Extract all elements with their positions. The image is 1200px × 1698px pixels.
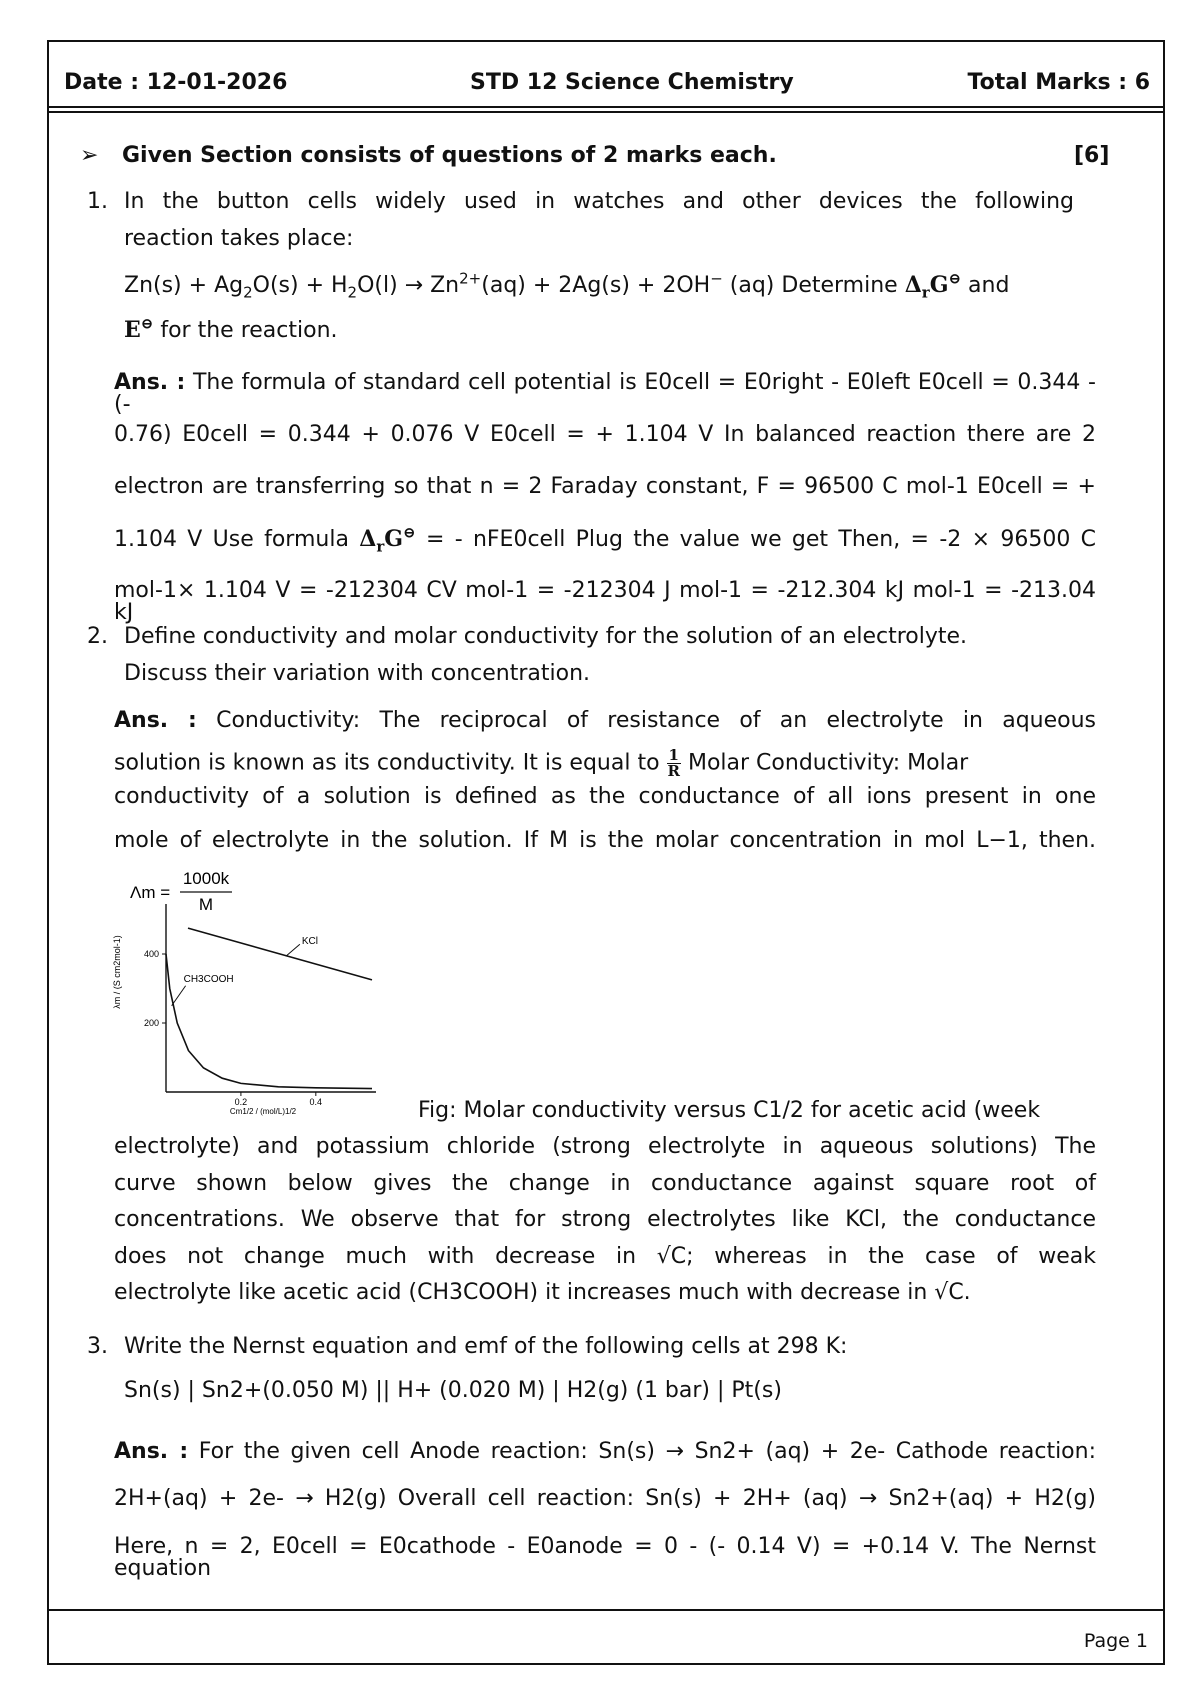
series-line-kcl [188, 928, 372, 980]
a2-line-8: concentrations. We observe that for strong electrolytes like KCl, the conductance [114, 1207, 1096, 1232]
molar-conductivity-chart [108, 862, 408, 1124]
q3-cell-notation: Sn(s) | Sn2+(0.050 M) || H+ (0.020 M) | H2(g) (1 bar) | Pt(s) [124, 1378, 782, 1403]
a3-line-1: Ans. : For the given cell Anode reaction: Sn(s) → Sn2+ (aq) + 2e- Cathode reaction: [114, 1439, 1096, 1464]
a2-line-1: Ans. : Conductivity: The reciprocal of resistance of an electrolyte in aqueous [114, 708, 1096, 733]
a3-line-3: Here, n = 2, E0cell = E0cathode - E0anode = 0 - (- 0.14 V) = +0.14 V. The Nernst equation [114, 1534, 1096, 1581]
page-number: Page 1 [1083, 1630, 1148, 1652]
q1-equation: $Zn(s) + Ag_2O(s) + H_2O(l) \to Zn^{2+}(aq) + 2Ag(s) + 2OH^-$ (aq) Determine $\Delta_rG^⊖$ and [124, 269, 1010, 302]
q2-number: 2. [87, 624, 108, 649]
chart-formula-denominator: M [198, 895, 214, 914]
chart-y-tick-label: 400 [143, 949, 159, 959]
q2-line-1: Define conductivity and molar conductivity for the solution of an electrolyte. [124, 624, 968, 649]
header [60, 70, 1150, 106]
header-rule-top [49, 106, 1163, 108]
a1-line-2: 0.76) E0cell = 0.344 + 0.076 V E0cell = + 1.104 V In balanced reaction there are 2 [114, 422, 1096, 447]
q1-line-2: reaction takes place: [124, 226, 354, 251]
chart-formula-numerator: 1000k [182, 869, 230, 888]
q2-line-2: Discuss their variation with concentration. [124, 661, 591, 686]
a1-line-3: electron are transferring so that n = 2 Faraday constant, F = 96500 C mol-1 E0cell = + [114, 474, 1096, 499]
a1-line-1: Ans. : The formula of standard cell potential is E0cell = E0right - E0left E0cell = 0.344 - (- [114, 370, 1096, 417]
q3-number: 3. [87, 1334, 108, 1359]
chart-ticks [144, 949, 322, 1107]
a2-line-4: mole of electrolyte in the solution. If M is the molar concentration in mol L−1, then. [114, 828, 1096, 853]
a1-line-5: mol-1× 1.104 V = -212304 CV mol-1 = -212304 J mol-1 = -212.304 kJ mol-1 = -213.04 kJ [114, 578, 1096, 625]
chart-series [166, 928, 372, 1088]
q1-line-1: In the button cells widely used in watches and other devices the following [124, 189, 1074, 214]
a2-line-2: solution is known as its conductivity. It is equal to $\frac{1}{R}$ Molar Conductivity: Molar [114, 746, 969, 780]
series-label-kcl: KCl [301, 936, 318, 948]
a1-line-4: 1.104 V Use formula $\Delta_rG^⊖$ = - nFE0cell Plug the value we get Then, = -2 × 96500 C [114, 523, 1096, 556]
header-rule-bottom [49, 111, 1163, 113]
a2-line-7: curve shown below gives the change in conductance against square root of [114, 1171, 1096, 1196]
series-label-leader-ch3cooh [172, 986, 186, 1006]
series-label-ch3cooh: CH3COOH [183, 973, 234, 985]
q3-line-1: Write the Nernst equation and emf of the following cells at 298 K: [124, 1334, 848, 1359]
q1-line-4: E⊖ for the reaction. [124, 314, 338, 343]
footer-rule [49, 1609, 1163, 1611]
section-arrow-icon: ➢ [80, 143, 99, 168]
chart-y-tick-label: 200 [143, 1018, 159, 1028]
chart-formula-lhs: Λm = [130, 883, 171, 902]
chart-x-tick-label: 0.4 [309, 1097, 323, 1107]
series-label-leader-kcl [286, 944, 300, 956]
chart-x-label: Cm1/2 / (mol/L)1/2 [229, 1107, 297, 1116]
chart-y-label: λm / (S cm2mol-1) [112, 935, 122, 1009]
section-title: Given Section consists of questions of 2 marks each. [122, 143, 777, 168]
a2-line-10: electrolyte like acetic acid (CH3COOH) it increases much with decrease in √C. [114, 1280, 971, 1305]
a2-line-9: does not change much with decrease in √C; whereas in the case of weak [114, 1244, 1096, 1269]
header-date: Date : 12-01-2026 [64, 70, 288, 95]
q1-number: 1. [87, 189, 108, 214]
chart-x-tick-label: 0.2 [234, 1097, 248, 1107]
a3-line-2: 2H+(aq) + 2e- → H2(g) Overall cell reaction: Sn(s) + 2H+ (aq) → Sn2+(aq) + H2(g) [114, 1486, 1096, 1511]
a2-line-6: electrolyte) and potassium chloride (strong electrolyte in aqueous solutions) The [114, 1134, 1096, 1159]
a2-figure-caption: Fig: Molar conductivity versus C1/2 for acetic acid (week [418, 1098, 1041, 1123]
one-over-r-fraction: $\frac{1}{R}$ [667, 746, 680, 780]
header-total-marks: Total Marks : 6 [967, 70, 1150, 95]
section-marks: [6] [1074, 143, 1110, 168]
a2-line-3: conductivity of a solution is defined as the conductance of all ions present in one [114, 784, 1096, 809]
header-subject: STD 12 Science Chemistry [470, 70, 794, 95]
chart-axes [166, 904, 376, 1092]
